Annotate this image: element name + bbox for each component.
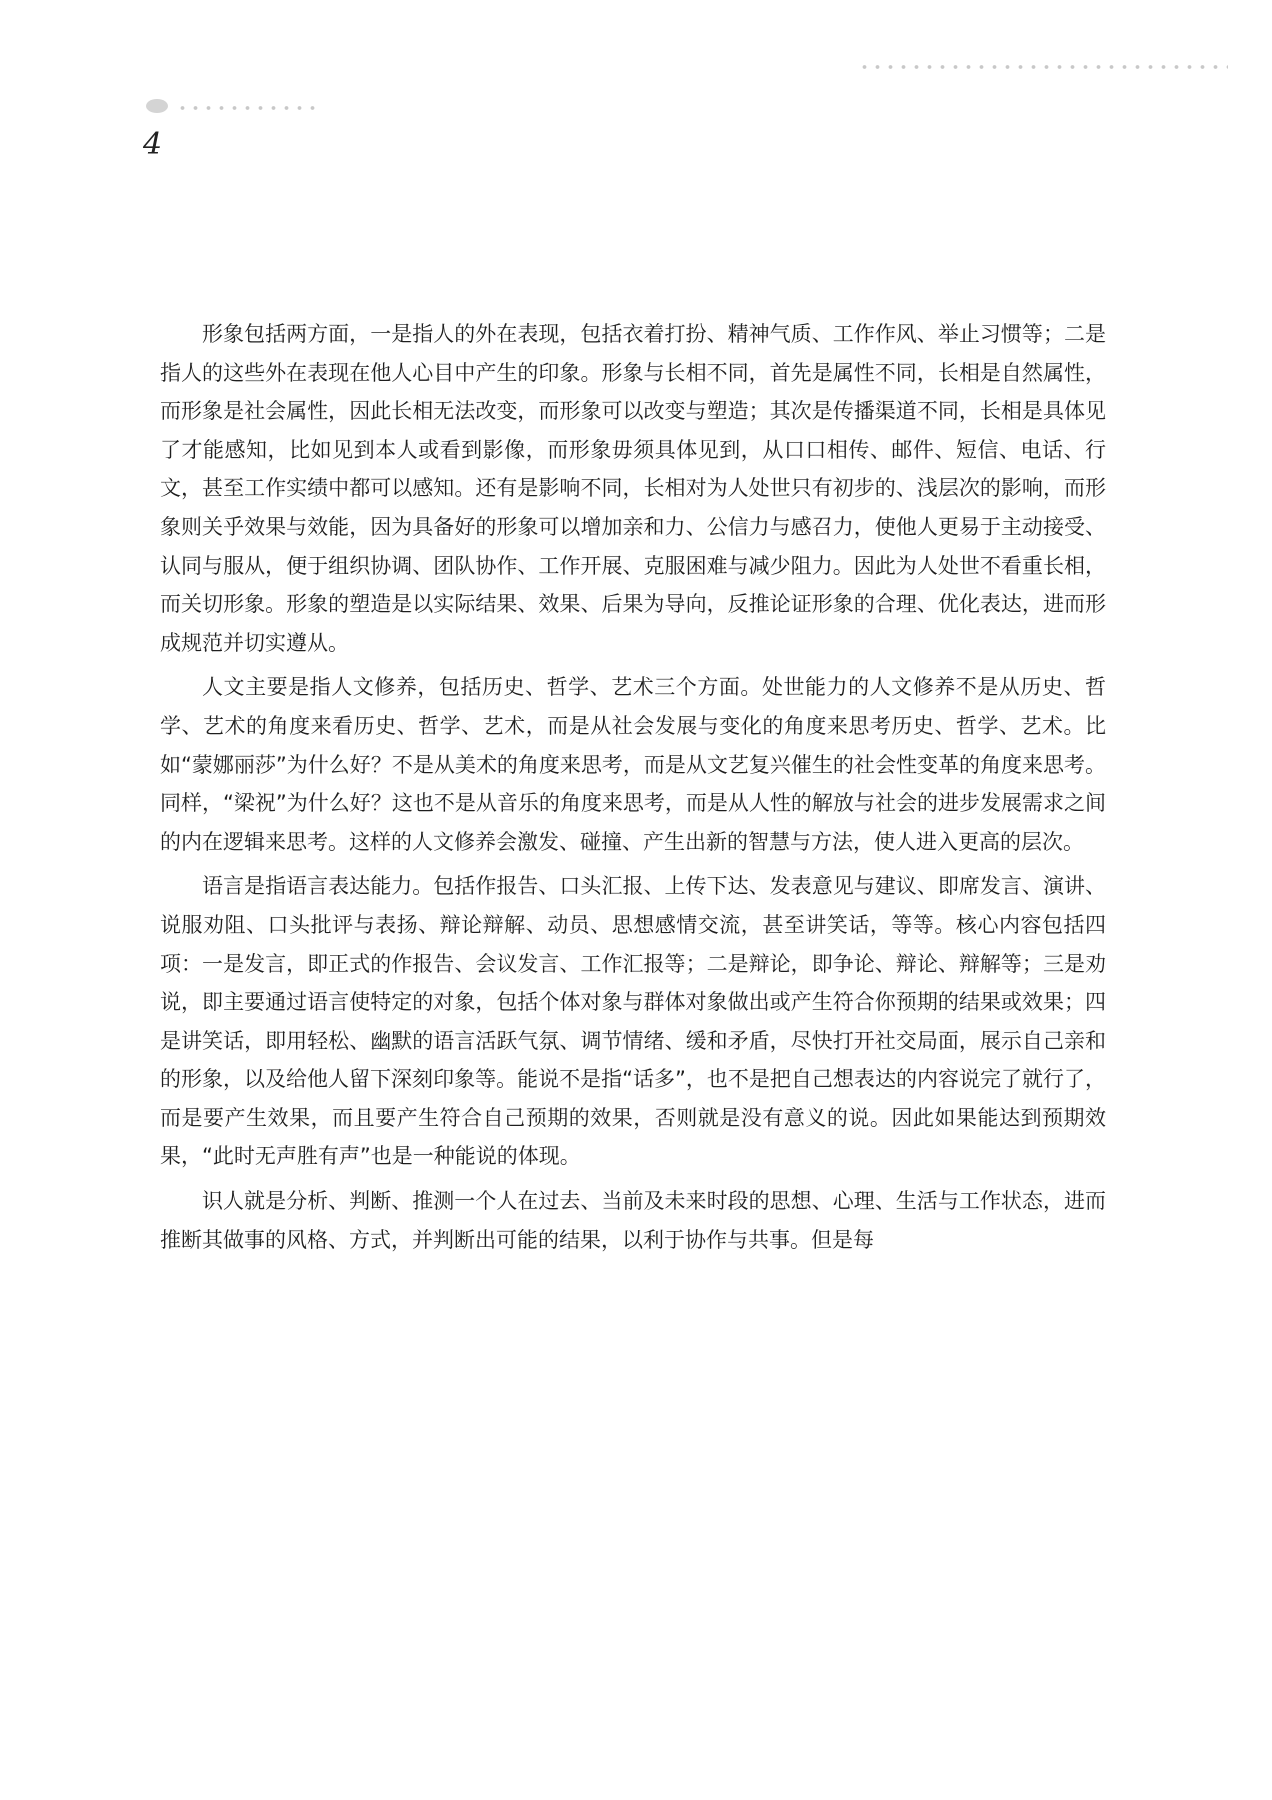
paragraph-image: 形象包括两方面，一是指人的外在表现，包括衣着打扮、精神气质、工作作风、举止习惯等；二是指人的这些外在表现在他人心目中产生的印象。形象与长相不同，首先是属性不同，长相是自然属性，而形象是社会属性，因此长相无法改变，而形象可以改变与塑造；其次是传播渠道不同，长相是具体见了才能感知，比如见到本人或看到影像，而形象毋须具体见到，从口口相传、邮件、短信、电话、行文，甚至工作实绩中都可以感知。还有是影响不同，长相对为人处世只有初步的、浅层次的影响，而形象则关乎效果与效能，因为具备好的形象可以增加亲和力、公信力与感召力，使他人更易于主动接受、认同与服从，便于组织协调、团队协作、工作开展、克服困难与减少阻力。因此为人处世不看重长相，而关切形象。形象的塑造是以实际结果、效果、后果为导向，反推论证形象的合理、优化表达，进而形成规范并切实遵从。 (160, 322, 1106, 655)
header-dot-decoration-right (858, 62, 1228, 72)
paragraph-language: 语言是指语言表达能力。包括作报告、口头汇报、上传下达、发表意见与建议、即席发言、演讲、说服劝阻、口头批评与表扬、辩论辩解、动员、思想感情交流，甚至讲笑话，等等。核心内容包括四项：一是发言，即正式的作报告、会议发言、工作汇报等；二是辩论，即争论、辩论、辩解等；三是劝说，即主要通过语言使特定的对象，包括个体对象与群体对象做出或产生符合你预期的结果或效果；四是讲笑话，即用轻松、幽默的语言活跃气氛、调节情绪、缓和矛盾，尽快打开社交局面，展示自己亲和的形象，以及给他人留下深刻印象等。能说不是指“话多”，也不是把自己想表达的内容说完了就行了，而是要产生效果，而且要产生符合自己预期的效果，否则就是没有意义的说。因此如果能达到预期效果，“此时无声胜有声”也是一种能说的体现。 (160, 874, 1106, 1169)
body-text (160, 315, 1106, 1265)
paragraph-judging-people: 识人就是分析、判断、推测一个人在过去、当前及未来时段的思想、心理、生活与工作状态，进而推断其做事的风格、方式，并判断出可能的结果，以利于协作与共事。但是每 (160, 1189, 1106, 1252)
paragraph-humanities: 人文主要是指人文修养，包括历史、哲学、艺术三个方面。处世能力的人文修养不是从历史、哲学、艺术的角度来看历史、哲学、艺术，而是从社会发展与变化的角度来思考历史、哲学、艺术。比如“蒙娜丽莎”为什么好？不是从美术的角度来思考，而是从文艺复兴催生的社会性变革的角度来思考。同样，“梁祝”为什么好？这也不是从音乐的角度来思考，而是从人性的解放与社会的进步发展需求之间的内在逻辑来思考。这样的人文修养会激发、碰撞、产生出新的智慧与方法，使人进入更高的层次。 (160, 675, 1106, 854)
header-dot-decoration-left (176, 103, 316, 113)
page-number: 4 (143, 127, 163, 162)
header-ornament-left (146, 99, 168, 113)
